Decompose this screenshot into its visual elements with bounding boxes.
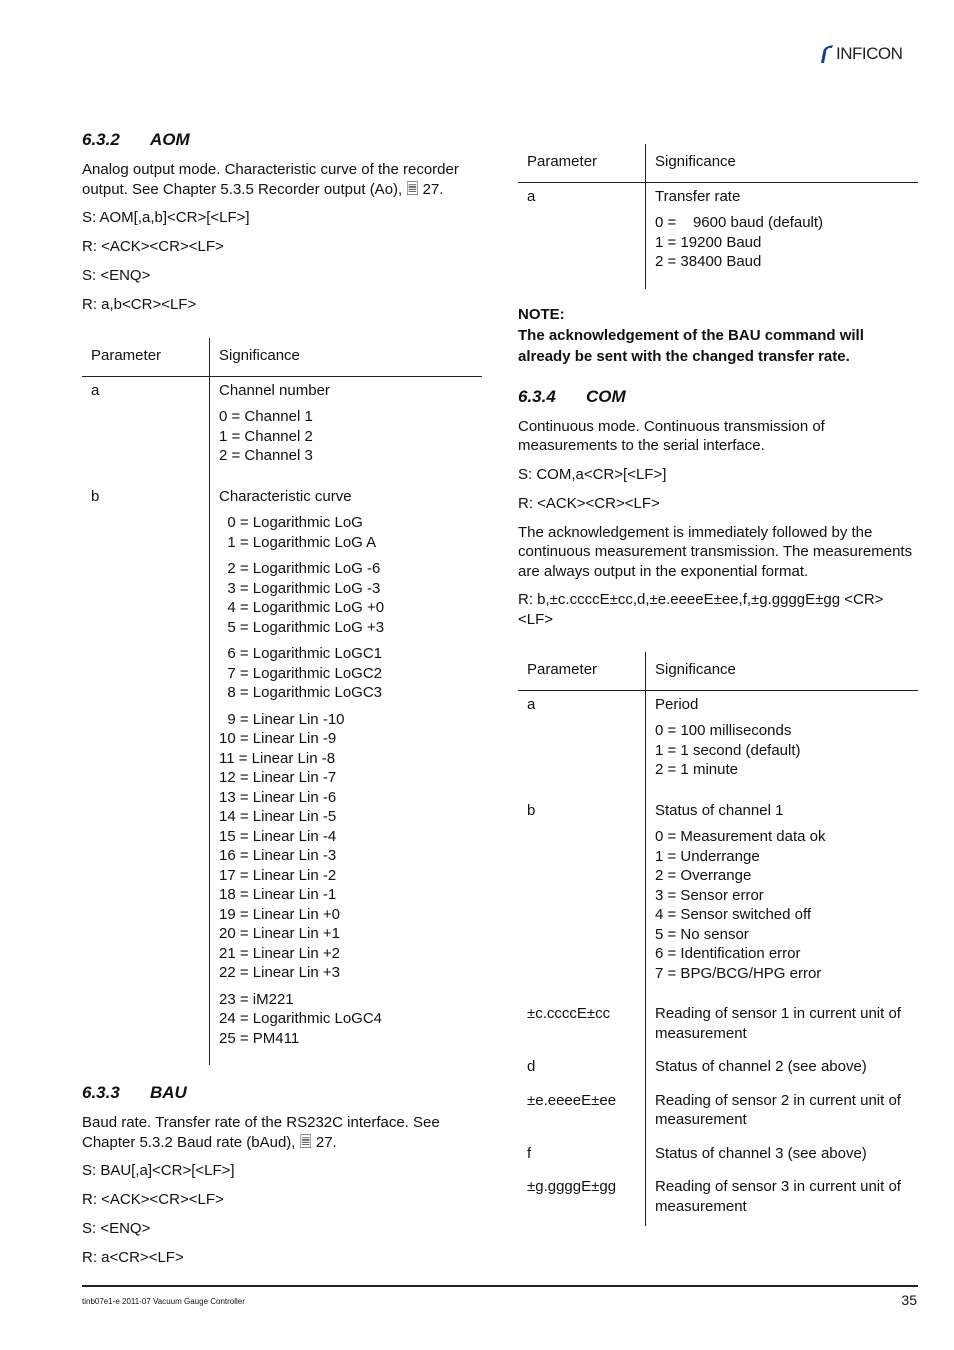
option-line: 7 = Logarithmic LoGC2 xyxy=(219,664,383,682)
option-line: 13 = Linear Lin -6 xyxy=(219,788,337,806)
param-cell: ±g.ggggE±gg xyxy=(518,1173,646,1226)
significance-label: Characteristic curve xyxy=(219,487,352,505)
command-line: R: a,b<CR><LF> xyxy=(82,296,197,313)
significance-cell xyxy=(210,376,483,483)
significance-label: Reading of sensor 2 in current unit of measurement xyxy=(655,1091,901,1128)
significance-label: Status of channel 2 (see above) xyxy=(655,1058,867,1075)
significance-cell xyxy=(210,483,483,1066)
table-header-significance: Significance xyxy=(646,144,919,182)
com-description: Continuous mode. Continuous transmission of measurements to the serial interface. xyxy=(518,417,825,454)
option-line: 0 = 9600 baud (default) xyxy=(655,214,824,231)
significance-cell xyxy=(646,797,919,1001)
option-line: 0 = Channel 1 xyxy=(219,408,313,425)
footer-rule xyxy=(82,1285,918,1287)
aom-parameter-table xyxy=(82,338,482,1065)
command-line: R: <ACK><CR><LF> xyxy=(82,1191,224,1208)
command-line: S: BAU[,a]<CR>[<LF>] xyxy=(82,1162,235,1179)
option-line: 8 = Logarithmic LoGC3 xyxy=(219,684,383,701)
option-line: 7 = BPG/BCG/HPG error xyxy=(655,964,822,982)
significance-label: Transfer rate xyxy=(655,187,741,205)
table-row xyxy=(82,483,482,1066)
option-line: 11 = Linear Lin -8 xyxy=(219,749,336,767)
option-line: 21 = Linear Lin +2 xyxy=(219,944,340,962)
option-line: 25 = PM411 xyxy=(219,1029,300,1047)
command-line: R: <ACK><CR><LF> xyxy=(82,238,224,255)
inficon-logo xyxy=(818,44,902,64)
table-row xyxy=(518,1140,918,1174)
option-line: 4 = Sensor switched off xyxy=(655,906,812,923)
table-row xyxy=(518,1053,918,1087)
param-cell: ±c.ccccE±cc xyxy=(518,1000,646,1053)
option-line: 14 = Linear Lin -5 xyxy=(219,808,337,825)
option-line: 2 = Overrange xyxy=(655,867,752,884)
table-row xyxy=(518,1087,918,1140)
param-cell: a xyxy=(518,182,646,289)
option-line: 19 = Linear Lin +0 xyxy=(219,905,340,923)
com-commands xyxy=(518,465,918,513)
command-line: R: a<CR><LF> xyxy=(82,1249,184,1266)
option-line: 10 = Linear Lin -9 xyxy=(219,730,337,747)
option-line: 22 = Linear Lin +3 xyxy=(219,964,340,981)
option-line: 2 = Logarithmic LoG -6 xyxy=(219,560,381,577)
significance-cell xyxy=(646,1087,919,1140)
param-cell: ±e.eeeeE±ee xyxy=(518,1087,646,1140)
table-header-significance: Significance xyxy=(646,652,919,690)
option-line: 4 = Logarithmic LoG +0 xyxy=(219,599,385,616)
command-line: S: COM,a<CR>[<LF>] xyxy=(518,465,667,483)
option-line: 3 = Sensor error xyxy=(655,886,764,904)
com-description-2: The acknowledgement is immediately followed by the continuous measurement transmission. The measurements are always output in the exponential format. xyxy=(518,523,913,580)
section-heading-com: 6.3.4 COM xyxy=(518,386,626,406)
significance-cell xyxy=(646,690,919,797)
bau-commands xyxy=(82,1161,482,1267)
option-line: 1 = Channel 2 xyxy=(219,427,313,445)
option-line: 2 = 1 minute xyxy=(655,761,738,778)
option-line: 0 = Logarithmic LoG xyxy=(219,514,363,531)
table-header-parameter: Parameter xyxy=(82,338,210,376)
table-row xyxy=(518,1173,918,1226)
logo-text: INFICON xyxy=(836,44,903,63)
option-line: 6 = Logarithmic LoGC1 xyxy=(219,645,383,662)
command-line: S: <ENQ> xyxy=(82,267,151,284)
option-line: 9 = Linear Lin -10 xyxy=(219,710,345,728)
significance-cell xyxy=(646,182,919,289)
command-line: S: <ENQ> xyxy=(82,1220,151,1237)
table-header-significance: Significance xyxy=(210,338,483,376)
significance-label: Status of channel 1 xyxy=(655,801,784,819)
left-column xyxy=(82,128,482,1277)
section-heading-bau: 6.3.3 BAU xyxy=(82,1083,187,1102)
option-line: 0 = Measurement data ok xyxy=(655,828,826,845)
significance-label: Channel number xyxy=(219,381,330,399)
significance-label: Status of channel 3 (see above) xyxy=(655,1144,867,1162)
option-line: 18 = Linear Lin -1 xyxy=(219,886,337,903)
page-number: 35 xyxy=(901,1292,917,1308)
significance-cell xyxy=(646,1173,919,1226)
right-column xyxy=(518,144,918,1226)
bau-description: Baud rate. Transfer rate of the RS232C interface. See Chapter 5.3.2 Baud rate (bAud), 🗏 27. xyxy=(82,1114,440,1151)
footer-document-id: tinb07e1-e 2011-07 Vacuum Gauge Controller xyxy=(82,1297,245,1306)
option-line: 23 = iM221 xyxy=(219,990,294,1008)
option-line: 0 = 100 milliseconds xyxy=(655,722,792,739)
section-heading-aom: 6.3.2 AOM xyxy=(82,130,190,149)
option-line: 24 = Logarithmic LoGC4 xyxy=(219,1010,383,1027)
param-cell: b xyxy=(82,483,210,1066)
option-line: 5 = Logarithmic LoG +3 xyxy=(219,618,385,636)
significance-label: Period xyxy=(655,695,699,713)
note-title: NOTE: xyxy=(518,305,565,323)
option-line: 1 = Underrange xyxy=(655,847,760,865)
param-cell: a xyxy=(518,690,646,797)
option-line: 17 = Linear Lin -2 xyxy=(219,866,337,884)
table-row xyxy=(518,797,918,1001)
option-line: 5 = No sensor xyxy=(655,925,749,943)
significance-cell xyxy=(646,1053,919,1087)
aom-description: Analog output mode. Characteristic curve of the recorder output. See Chapter 5.3.5 Recorder output (Ao), 🗏 27. xyxy=(82,161,459,198)
option-line: 6 = Identification error xyxy=(655,945,801,962)
option-line: 3 = Logarithmic LoG -3 xyxy=(219,579,381,597)
significance-cell xyxy=(646,1140,919,1174)
option-line: 2 = 38400 Baud xyxy=(655,253,762,270)
aom-commands xyxy=(82,208,482,314)
param-cell: b xyxy=(518,797,646,1001)
com-response-format: R: b,±c.ccccE±cc,d,±e.eeeeE±ee,f,±g.ggggE±gg <CR><LF> xyxy=(518,591,884,628)
param-cell: f xyxy=(518,1140,646,1174)
option-line: 1 = 1 second (default) xyxy=(655,741,801,759)
param-cell: d xyxy=(518,1053,646,1087)
option-line: 12 = Linear Lin -7 xyxy=(219,769,337,786)
significance-cell xyxy=(646,1000,919,1053)
command-line: R: <ACK><CR><LF> xyxy=(518,494,660,512)
table-header-parameter: Parameter xyxy=(518,144,646,182)
option-line: 16 = Linear Lin -3 xyxy=(219,847,337,864)
command-line: S: AOM[,a,b]<CR>[<LF>] xyxy=(82,209,250,226)
table-row xyxy=(518,182,918,289)
table-row xyxy=(518,1000,918,1053)
option-line: 15 = Linear Lin -4 xyxy=(219,827,337,845)
inficon-logo-icon xyxy=(818,44,834,64)
significance-label: Reading of sensor 3 in current unit of measurement xyxy=(655,1178,901,1215)
option-line: 1 = 19200 Baud xyxy=(655,233,762,251)
option-line: 20 = Linear Lin +1 xyxy=(219,925,340,942)
table-header-parameter: Parameter xyxy=(518,652,646,690)
table-row xyxy=(518,690,918,797)
bau-parameter-table xyxy=(518,144,918,289)
option-line: 2 = Channel 3 xyxy=(219,447,313,464)
com-parameter-table xyxy=(518,652,918,1226)
note-body: The acknowledgement of the BAU command will already be sent with the changed transfer rate. xyxy=(518,326,864,365)
option-line: 1 = Logarithmic LoG A xyxy=(219,533,377,551)
param-cell: a xyxy=(82,376,210,483)
significance-label: Reading of sensor 1 in current unit of measurement xyxy=(655,1005,901,1042)
table-row xyxy=(82,376,482,483)
